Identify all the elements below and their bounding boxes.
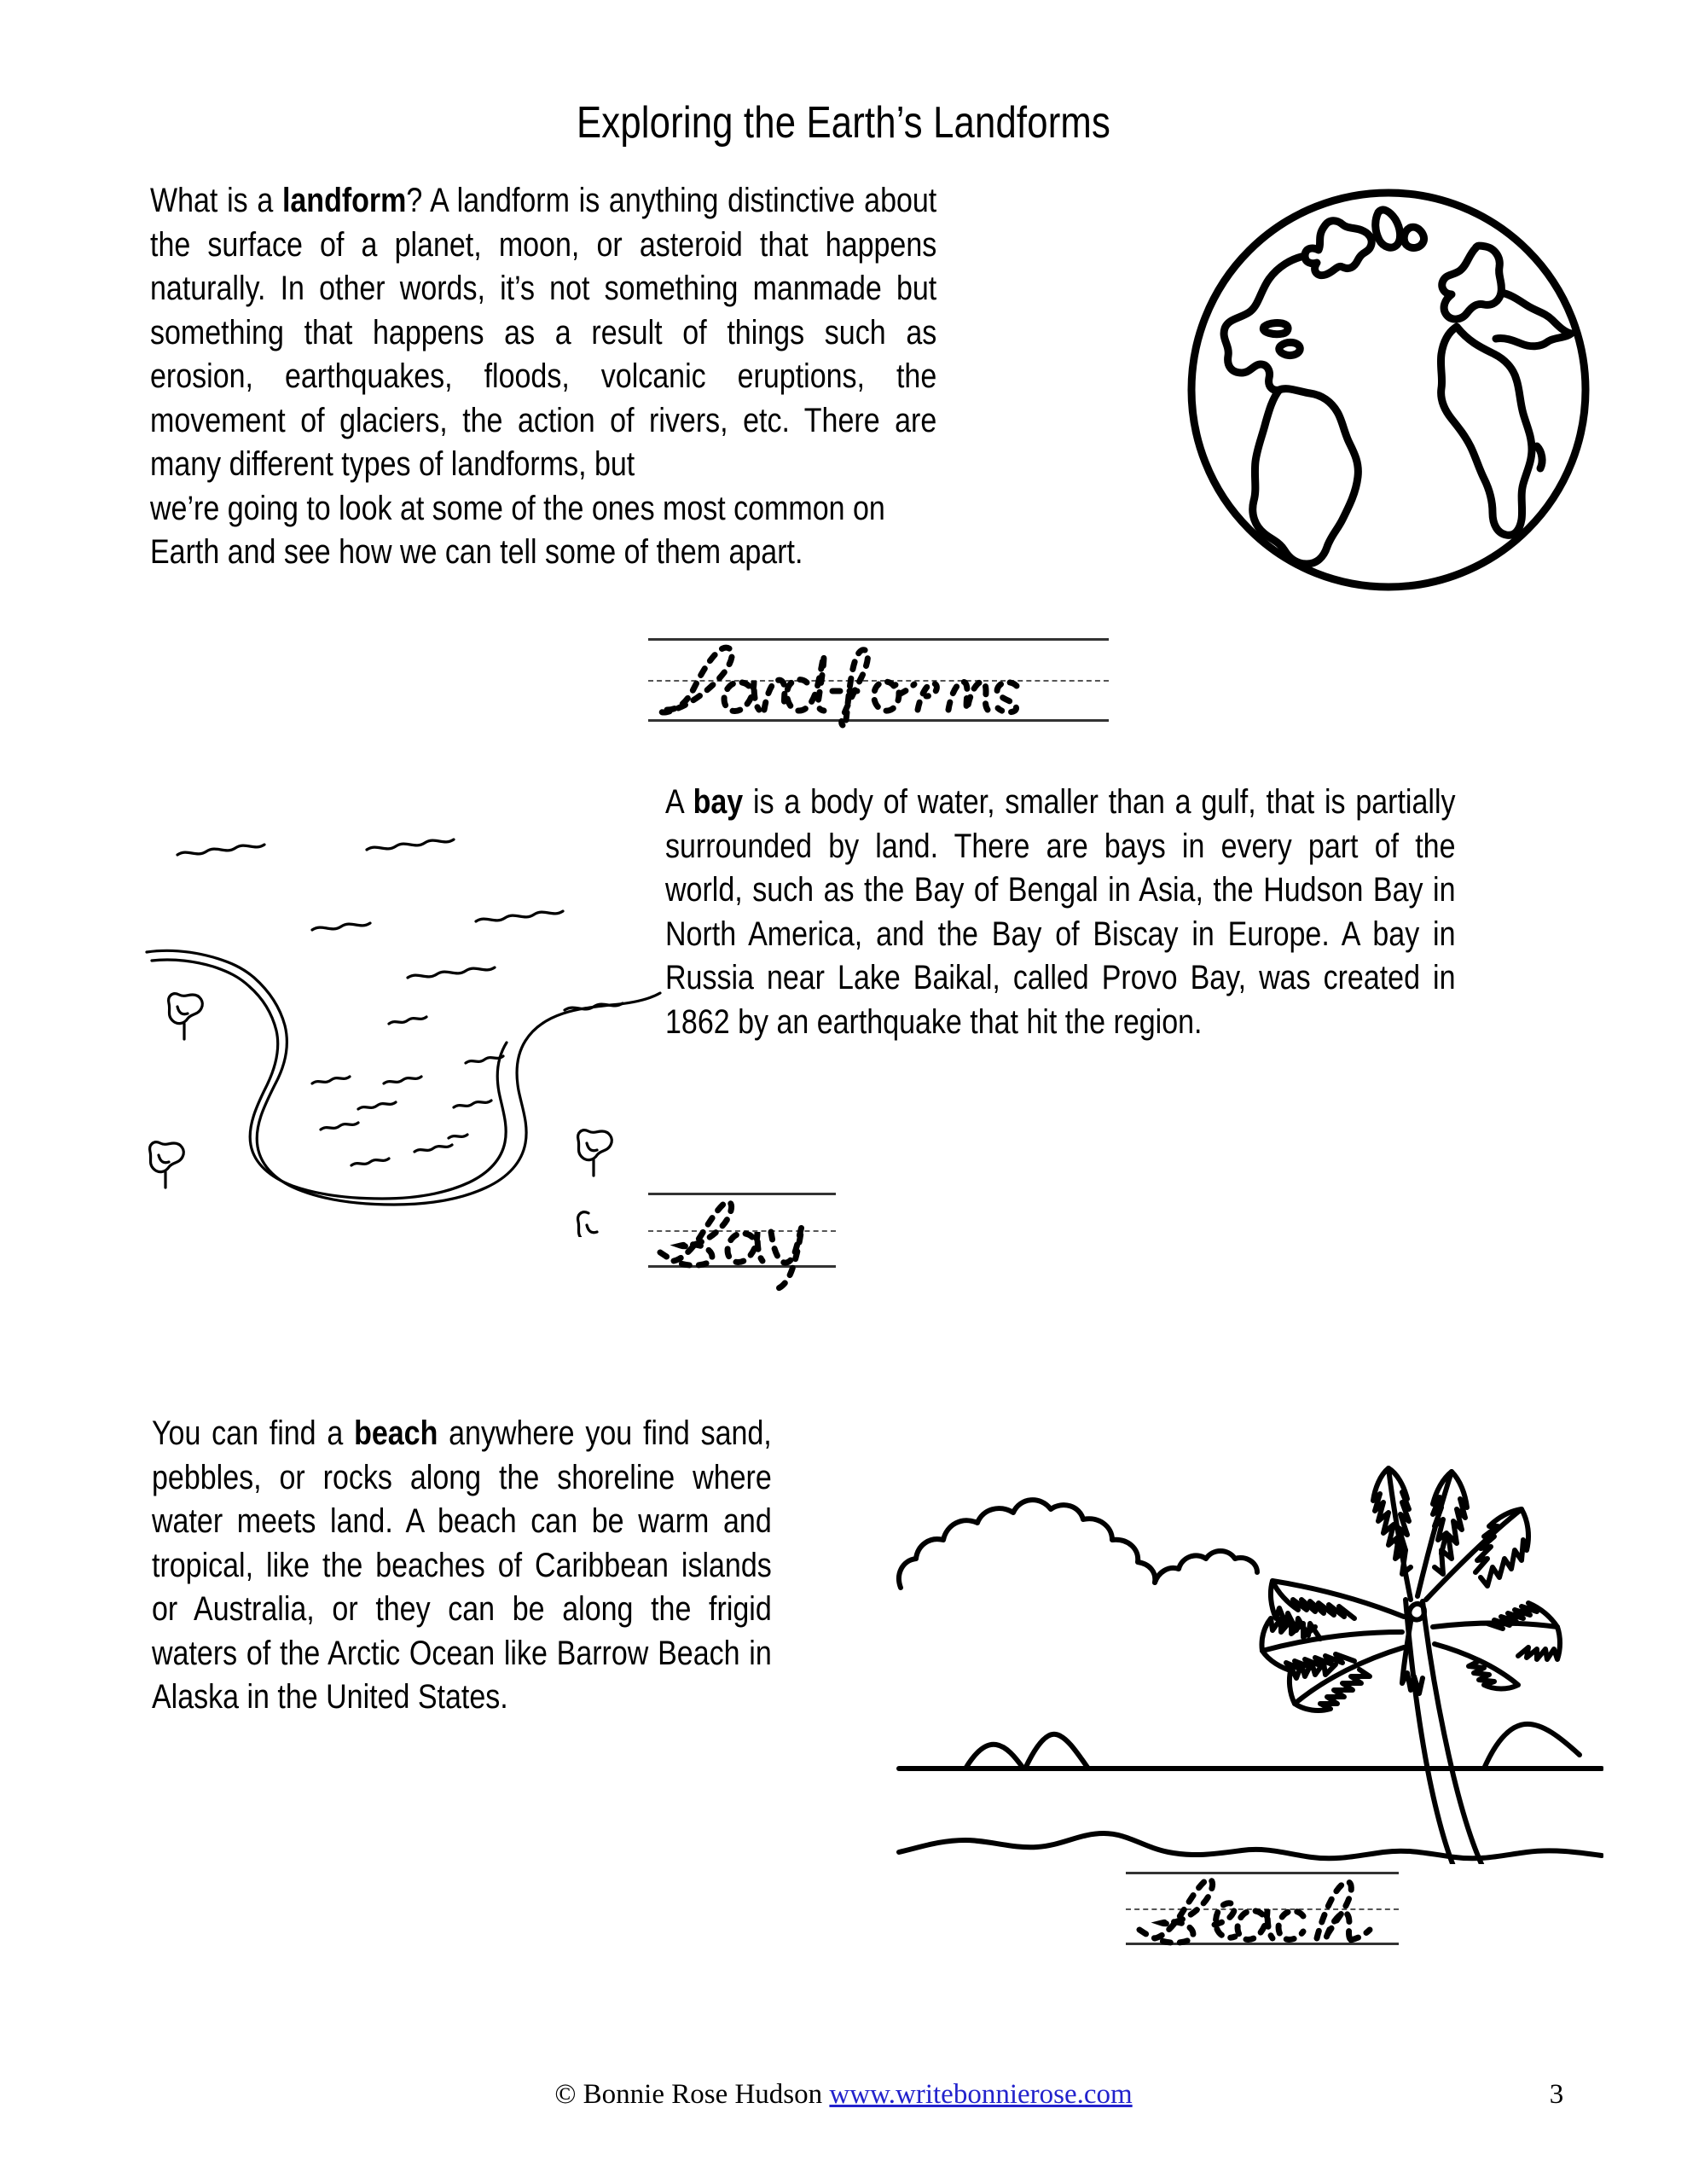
- traceable-word-beach[interactable]: [1126, 1872, 1399, 1945]
- beach-paragraph: [152, 1412, 772, 1720]
- bay-keyword-bay: bay: [693, 783, 744, 821]
- beach-keyword-beach: beach: [354, 1414, 438, 1452]
- beach-text-after-bold: anywhere you find sand, pebbles, or rocks along the shoreline where water meets land. A beach can be warm and tropical, like the beaches of Caribbean islands or Australia, or they can be along the frigid waters of the Arctic Ocean like Barrow Beach in Alaska in the United States.: [152, 1414, 772, 1716]
- intro-text-after-bold: ? A landform is anything distinctive about the surface of a planet, moon, or asteroid that happens naturally. In other words, it’s not something manmade but something that happens as a result of things such as erosion, earthquakes, floods, volcanic eruptions, the movement of glaciers, the action of rivers, etc. There are many different types of landforms, but: [150, 182, 937, 483]
- handwriting-line-bay[interactable]: [648, 1193, 836, 1268]
- handwriting-line-landforms[interactable]: [648, 638, 1109, 722]
- intro-paragraph-tail: we’re going to look at some of the ones most common on Earth and see how we can tell some of them apart.: [150, 489, 885, 571]
- bay-text-after-bold: is a body of water, smaller than a gulf, that is partially surrounded by land. There are bays in every part of the world, such as the Bay of Bengal in Asia, the Hudson Bay in North America, and the Bay of Biscay in Europe. A bay in Russia near Lake Baikal, called Provo Bay, was created in 1862 by an earthquake that hit the region.: [665, 783, 1456, 1041]
- footer: [0, 2079, 1687, 2111]
- bay-paragraph: [665, 781, 1456, 1044]
- footer-copyright: © Bonnie Rose Hudson: [554, 2079, 830, 2110]
- page-title: Exploring the Earth’s Landforms: [577, 98, 1110, 148]
- traceable-word-bay[interactable]: [648, 1193, 836, 1268]
- bay-illustration: [128, 802, 674, 1237]
- intro-paragraph: [150, 179, 936, 575]
- traceable-word-landforms[interactable]: [648, 638, 1109, 722]
- beach-text-before-bold: You can find a: [152, 1414, 355, 1452]
- intro-text-before-bold: What is a: [150, 182, 282, 219]
- intro-keyword-landform: landform: [281, 182, 407, 219]
- page-number: 3: [1549, 2079, 1564, 2110]
- footer-website-link[interactable]: www.writebonnierose.com: [829, 2079, 1133, 2110]
- beach-illustration: [887, 1318, 1603, 1864]
- handwriting-line-beach[interactable]: [1126, 1872, 1399, 1945]
- bay-text-before-bold: A: [665, 783, 693, 821]
- globe-illustration: [1175, 175, 1602, 601]
